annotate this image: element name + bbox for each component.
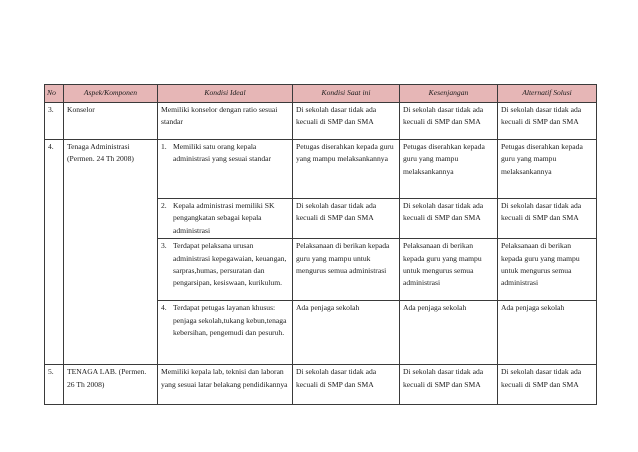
header-aspek-komponen: Aspek/Komponen xyxy=(64,85,158,103)
header-no: No xyxy=(45,85,64,103)
cell-kesenjangan: Di sekolah dasar tidak ada kecuali di SMP dan SMA xyxy=(400,365,498,405)
cell-saat-ini: Di sekolah dasar tidak ada kecuali di SMP dan SMA xyxy=(293,199,400,239)
header-kondisi-saat-ini: Kondisi Saat ini xyxy=(293,85,400,103)
cell-ideal xyxy=(158,301,293,365)
numbered-item xyxy=(161,240,289,290)
table-row xyxy=(45,365,597,405)
cell-saat-ini: Di sekolah dasar tidak ada kecuali di SMP dan SMA xyxy=(293,365,400,405)
item-text: Kepala administrasi memiliki SK pengangkatan sebagai kepala administrasi xyxy=(173,201,275,235)
analysis-table xyxy=(44,84,597,405)
cell-solusi: Pelaksanaan di berikan kepada guru yang mampu untuk mengurus semua administrasi xyxy=(498,239,597,301)
item-number: 3. xyxy=(161,241,167,251)
header-kesenjangan: Kesenjangan xyxy=(400,85,498,103)
cell-ideal xyxy=(158,239,293,301)
table-header-row xyxy=(45,85,597,103)
numbered-item xyxy=(161,302,289,339)
cell-no: 5. xyxy=(45,365,64,405)
cell-solusi: Di sekolah dasar tidak ada kecuali di SMP dan SMA xyxy=(498,365,597,405)
numbered-item xyxy=(161,141,289,166)
cell-saat-ini: Petugas diserahkan kepada guru yang mampu melaksankannya xyxy=(293,140,400,199)
header-kondisi-ideal: Kondisi Ideal xyxy=(158,85,293,103)
cell-aspek: Tenaga Administrasi (Permen. 24 Th 2008) xyxy=(64,140,158,365)
cell-aspek: TENAGA LAB. (Permen. 26 Th 2008) xyxy=(64,365,158,405)
cell-no: 4. xyxy=(45,140,64,365)
item-text: Memiliki satu orang kepala administrasi yang sesuai standar xyxy=(173,142,272,164)
cell-saat-ini: Ada penjaga sekolah xyxy=(293,301,400,365)
cell-kesenjangan: Petugas diserahkan kepada guru yang mampu melaksankannya xyxy=(400,140,498,199)
cell-kesenjangan: Di sekolah dasar tidak ada kecuali di SMP dan SMA xyxy=(400,199,498,239)
table-row xyxy=(45,103,597,140)
cell-solusi: Ada penjaga sekolah xyxy=(498,301,597,365)
item-number: 2. xyxy=(161,201,167,210)
cell-solusi: Di sekolah dasar tidak ada kecuali di SMP dan SMA xyxy=(498,103,597,140)
cell-kesenjangan: Ada penjaga sekolah xyxy=(400,301,498,365)
cell-kesenjangan: Pelaksanaan di berikan kepada guru yang mampu untuk mengurus semua administrasi xyxy=(400,239,498,301)
item-number: 1. xyxy=(161,142,167,151)
cell-solusi: Di sekolah dasar tidak ada kecuali di SMP dan SMA xyxy=(498,199,597,239)
table-row xyxy=(45,140,597,199)
header-alternatif-solusi: Alternatif Solusi xyxy=(498,85,597,103)
cell-saat-ini: Di sekolah dasar tidak ada kecuali di SMP dan SMA xyxy=(293,103,400,140)
item-text: Terdapat petugas layanan khusus: penjaga sekolah,tukang kebun,tenaga kebersihan, pengemudi dan pesuruh. xyxy=(173,303,287,338)
cell-ideal xyxy=(158,199,293,239)
cell-no: 3. xyxy=(45,103,64,140)
cell-saat-ini: Pelaksanaan di berikan kepada guru yang mampu untuk mengurus semua administrasi xyxy=(293,239,400,301)
item-number: 4. xyxy=(161,303,167,313)
cell-ideal: Memiliki kepala lab, teknisi dan laboran yang sesuai latar belakang pendidikannya xyxy=(158,365,293,405)
item-text: Terdapat pelaksana urusan administrasi kepegawaian, keuangan, sarpras,humas, persuratan dan pengarsipan, kesiswaan, kurikulum. xyxy=(173,241,287,288)
cell-kesenjangan: Di sekolah dasar tidak ada kecuali di SMP dan SMA xyxy=(400,103,498,140)
cell-aspek: Konselor xyxy=(64,103,158,140)
cell-ideal xyxy=(158,140,293,199)
numbered-item xyxy=(161,200,289,237)
cell-ideal: Memiliki konselor dengan ratio sesuai standar xyxy=(158,103,293,140)
cell-solusi: Petugas diserahkan kepada guru yang mampu melaksankannya xyxy=(498,140,597,199)
